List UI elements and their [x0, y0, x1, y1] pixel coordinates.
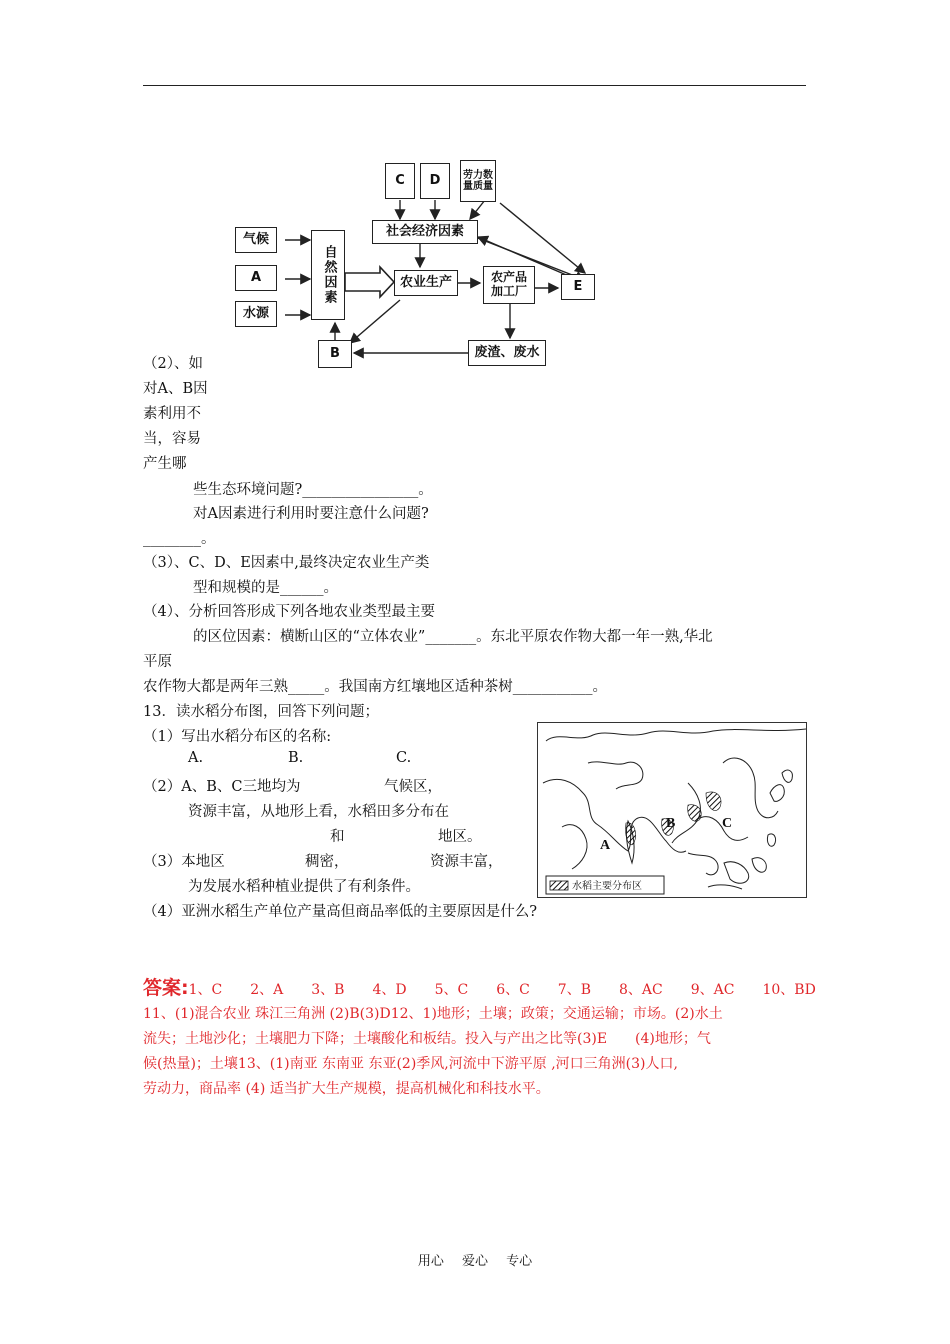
q12-p4-line2: 的区位因素：横断山区的“立体农业”_______。东北平原农作物大都一年一熟,华北 — [193, 629, 713, 645]
q13-q3-line2: 为发展水稻种植业提供了有利条件。 — [188, 879, 420, 895]
q12-p2-line1: 些生态环境问题?________________。 — [193, 482, 433, 498]
q12-part2-wrap — [143, 352, 208, 477]
answer-line1-row — [143, 973, 816, 1000]
box-agri-production: 农业生产 — [394, 270, 458, 296]
rice-distribution-map — [537, 722, 807, 898]
box-processing-plant: 农产品加工厂 — [483, 266, 535, 304]
q12-p4-line3: 平原 — [143, 654, 172, 670]
box-c: C — [385, 163, 415, 199]
q13-q1-a: A. — [188, 750, 204, 766]
q13-q1: （1）写出水稻分布区的名称: — [143, 729, 332, 745]
q13-q2-line3b: 地区。 — [438, 829, 482, 845]
footer-item: 爱心 — [461, 1254, 488, 1269]
asia-map-outline — [538, 723, 807, 898]
text-line: 当，容易 — [143, 431, 201, 447]
q13-title: 13．读水稻分布图，回答下列问题； — [143, 704, 379, 720]
box-water: 水源 — [235, 301, 277, 327]
q12-p3-line2: 型和规模的是______。 — [193, 580, 338, 596]
map-label-c: C — [722, 816, 733, 831]
box-waste: 废渣、废水 — [468, 340, 546, 366]
box-natural: 自然因素 — [311, 230, 345, 320]
box-labor: 劳力数量质量 — [460, 160, 496, 202]
legend-hatch-swatch — [550, 881, 568, 890]
box-b: B — [318, 340, 352, 368]
map-label-a: A — [600, 838, 611, 853]
q13-q2-line3a: 和 — [330, 829, 345, 845]
q13-q3-line1c: 资源丰富， — [430, 854, 503, 870]
box-d: D — [420, 163, 450, 199]
q13-q1-b: B. — [288, 750, 304, 766]
q12-p3-line1: （3）、C、D、E因素中,最终决定农业生产类 — [143, 555, 430, 571]
answer-line4: 候(热量)；土壤13、(1)南亚 东南亚 东亚(2)季风,河流中下游平原 ,河口三角洲(3)人口, — [143, 1056, 678, 1072]
q13-q3-line1: （3）本地区 — [143, 854, 225, 870]
footer-item: 用心 — [417, 1254, 444, 1269]
q13-q2-line2: 资源丰富，从地形上看，水稻田多分布在 — [188, 804, 449, 820]
page-footer — [0, 1250, 950, 1269]
box-a: A — [235, 265, 277, 291]
q13-q3-line1b: 稠密， — [305, 854, 349, 870]
footer-item: 专心 — [506, 1254, 533, 1269]
box-social-economic: 社会经济因素 — [372, 220, 478, 244]
box-climate: 气候 — [235, 227, 277, 253]
q13-q2-line1b: 气候区， — [384, 779, 442, 795]
answer-title: 答案: — [143, 977, 189, 999]
text-line: （2）、如 — [143, 356, 203, 372]
text-line: 对A、B因 — [143, 381, 208, 397]
q12-p2-line2: 对A因素进行利用时要注意什么问题? — [193, 506, 429, 522]
q12-p4-line1: （4）、分析回答形成下列各地农业类型最主要 — [143, 604, 435, 620]
text-line: 产生哪 — [143, 456, 187, 472]
answer-line5: 劳动力，商品率 (4) 适当扩大生产规模，提高机械化和科技水平。 — [143, 1081, 550, 1097]
answer-line3: 流失；土地沙化；土壤肥力下降；土壤酸化和板结。投入与产出之比等(3)E (4)地形；气 — [143, 1031, 711, 1047]
q12-p4-line4: 农作物大都是两年三熟_____。我国南方红壤地区适种茶树___________。 — [143, 679, 607, 695]
q13-q1-c: C. — [396, 750, 412, 766]
text-line: 素利用不 — [143, 406, 201, 422]
q13-q2-line1: （2）A、B、C三地均为 — [143, 779, 301, 795]
header-rule — [143, 85, 806, 86]
q12-p2-line3: ________。 — [143, 531, 216, 547]
map-label-b: B — [666, 816, 676, 831]
q13-q4: （4）亚洲水稻生产单位产量高但商品率低的主要原因是什么? — [143, 904, 537, 920]
answer-line1: 1、C 2、A 3、B 4、D 5、C 6、C 7、B 8、AC 9、AC 10、BD — [188, 982, 816, 998]
box-e: E — [561, 274, 595, 300]
answer-line2: 11、(1)混合农业 珠江三角洲 (2)B(3)D12、1)地形；土壤；政策；交通运输；市场。(2)水土 — [143, 1006, 723, 1022]
map-legend-label: 水稻主要分布区 — [572, 881, 642, 892]
